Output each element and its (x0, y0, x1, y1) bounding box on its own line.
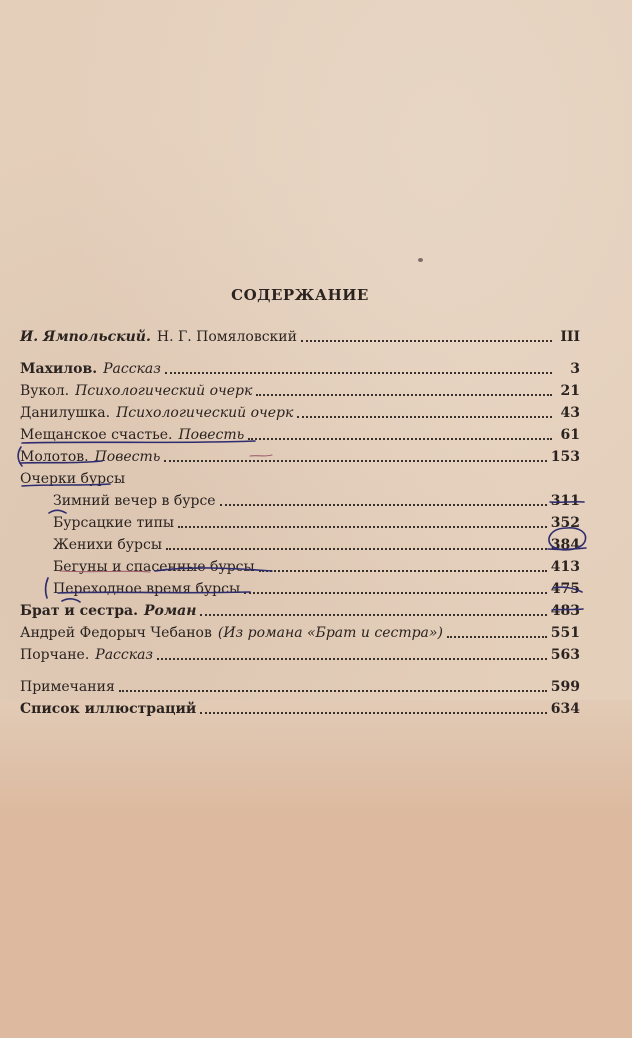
entry-subtitle: (Из романа «Брат и сестра») (217, 625, 443, 641)
entry-page: 43 (560, 405, 580, 421)
entry-page: 475 (550, 581, 580, 597)
entry-page: 413 (550, 559, 580, 575)
entry-page: 153 (550, 449, 580, 465)
underline-meshchanskoe (22, 441, 255, 443)
entry-page: 21 (560, 383, 580, 399)
entry-subtitle: Рассказ (103, 361, 161, 377)
entry-title: Бегуны и спасенные бурсы (53, 559, 255, 575)
underline-perekhodnoe (58, 592, 250, 593)
faint-mark-molotov (250, 455, 272, 456)
faint-underline-beguny (60, 571, 150, 572)
entry-page: 352 (550, 515, 580, 531)
entry-page: 599 (550, 679, 580, 695)
entry-page: 634 (550, 701, 580, 717)
bracket-perekhodnoe (46, 578, 48, 598)
entry-title: Н. Г. Помяловский (156, 329, 297, 345)
entry-title: Зимний вечер в бурсе (53, 493, 216, 509)
entry-title: Брат и сестра. (20, 603, 138, 619)
circle-384 (549, 528, 586, 550)
entry-page: 3 (570, 361, 580, 377)
entry-title: Мещанское счастье. (20, 427, 173, 443)
entry-title: Андрей Федорыч Чебанов (20, 625, 212, 641)
mark-475 (553, 587, 582, 592)
entry-subtitle: Роман (144, 603, 197, 619)
entry-subtitle: Повесть (178, 427, 245, 443)
entry-page: 311 (550, 493, 580, 509)
entry-title: Переходное время бурсы (53, 581, 241, 597)
entry-title: Махилов. (20, 361, 98, 377)
entry-subtitle: Рассказ (95, 647, 154, 663)
entry-title: Данилушка. (20, 405, 111, 421)
entry-subtitle: Психологический очерк (116, 405, 294, 421)
entry-page: 61 (560, 427, 580, 443)
entry-page: 551 (550, 625, 580, 641)
underline-483 (552, 609, 583, 610)
underline-311 (550, 502, 584, 503)
entry-page: III (560, 329, 580, 345)
page-title: СОДЕРЖАНИЕ (231, 286, 369, 304)
entry-page: 384 (550, 537, 580, 553)
entry-title: Вукол. (20, 383, 70, 399)
mark-bursatskie (49, 510, 66, 513)
entry-title: Примечания (20, 679, 115, 695)
entry-title: Порчане. (20, 647, 90, 663)
section-title: Очерки бурсы (20, 471, 126, 487)
entry-title: Список иллюстраций (20, 701, 197, 717)
entry-page: 563 (550, 647, 580, 663)
entry-page: 483 (550, 603, 580, 619)
underline-molotov (20, 461, 102, 463)
entry-subtitle: Психологический очерк (75, 383, 253, 399)
underline-beguny (155, 568, 272, 571)
stroke-ocherki (22, 484, 110, 486)
tick-brat (62, 599, 80, 602)
entry-title: Молотов. (20, 449, 89, 465)
entry-title: Женихи бурсы (53, 537, 162, 553)
entry-author: И. Ямпольский. (20, 329, 151, 345)
entry-subtitle: Повесть (94, 449, 161, 465)
entry-title: Бурсацкие типы (53, 515, 175, 531)
underline-384 (548, 548, 586, 549)
